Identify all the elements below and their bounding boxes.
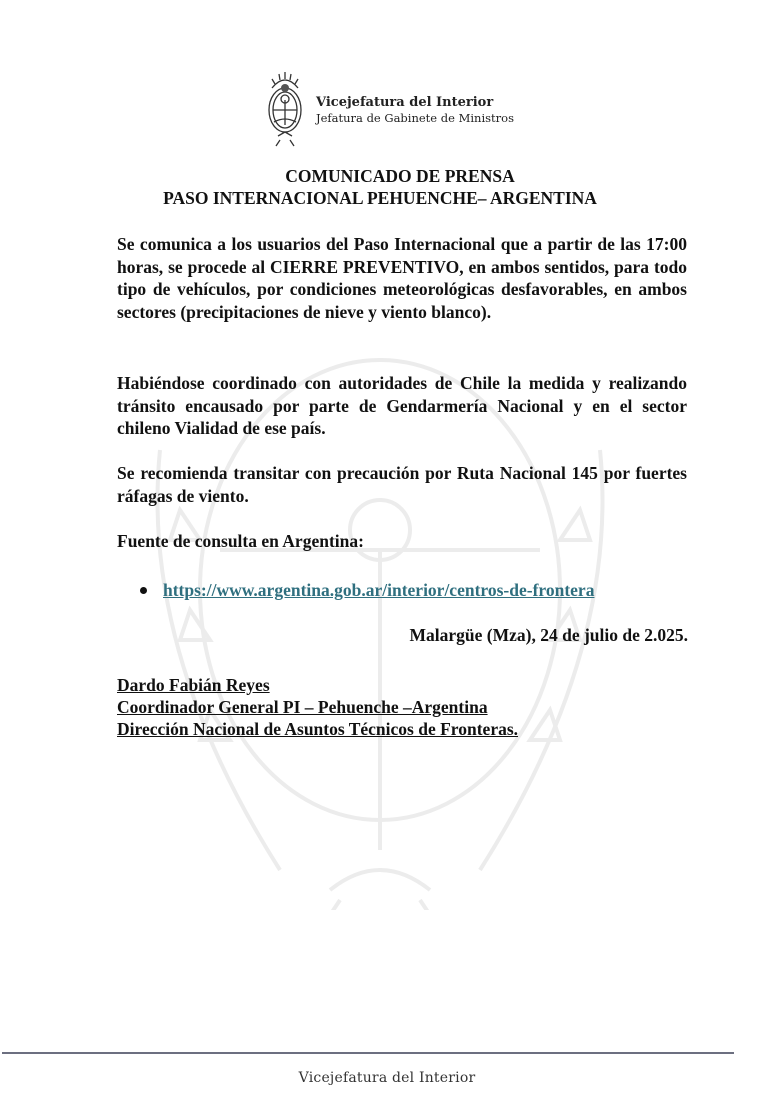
title-line-1: COMUNICADO DE PRENSA [285,166,515,186]
source-link[interactable]: https://www.argentina.gob.ar/interior/centros-de-frontera [163,580,595,600]
paragraph-closure-notice: Se comunica a los usuarios del Paso Internacional que a partir de las 17:00 horas, se procede al CIERRE PREVENTIVO, en ambos sentidos, para todo tipo de vehículos, por condiciones meteorológicas desfavorables, en ambos sectores (precipitaciones de nieve y viento blanco). [117,234,687,322]
letterhead [262,70,514,150]
argentina-coat-of-arms-icon [262,70,308,150]
paragraph-source-label: Fuente de consulta en Argentina: [117,531,364,551]
footer-text: Vicejefatura del Interior [298,1070,476,1086]
date-line: Malargüe (Mza), 24 de julio de 2.025. [409,625,688,645]
signature-role: Coordinador General PI – Pehuenche –Argentina [117,697,488,717]
signature-name: Dardo Fabián Reyes [117,675,270,695]
source-link-item [140,580,594,601]
bullet-icon [140,587,147,594]
signature-block [117,674,518,740]
paragraph-coordination: Habiéndose coordinado con autoridades de Chile la medida y realizando tránsito encausado por parte de Gendarmería Nacional y en el sector chileno Vialidad de ese país. [117,373,687,438]
footer-divider [2,1052,734,1054]
title-line-2: PASO INTERNACIONAL PEHUENCHE– ARGENTINA [163,188,597,208]
signature-department: Dirección Nacional de Asuntos Técnicos de Fronteras. [117,719,519,739]
paragraph-recommendation: Se recomienda transitar con precaución por Ruta Nacional 145 por fuertes ráfagas de viento. [117,463,687,506]
letterhead-subtitle: Jefatura de Gabinete de Ministros [316,111,514,125]
document-title [0,165,760,209]
letterhead-title: Vicejefatura del Interior [316,95,494,110]
